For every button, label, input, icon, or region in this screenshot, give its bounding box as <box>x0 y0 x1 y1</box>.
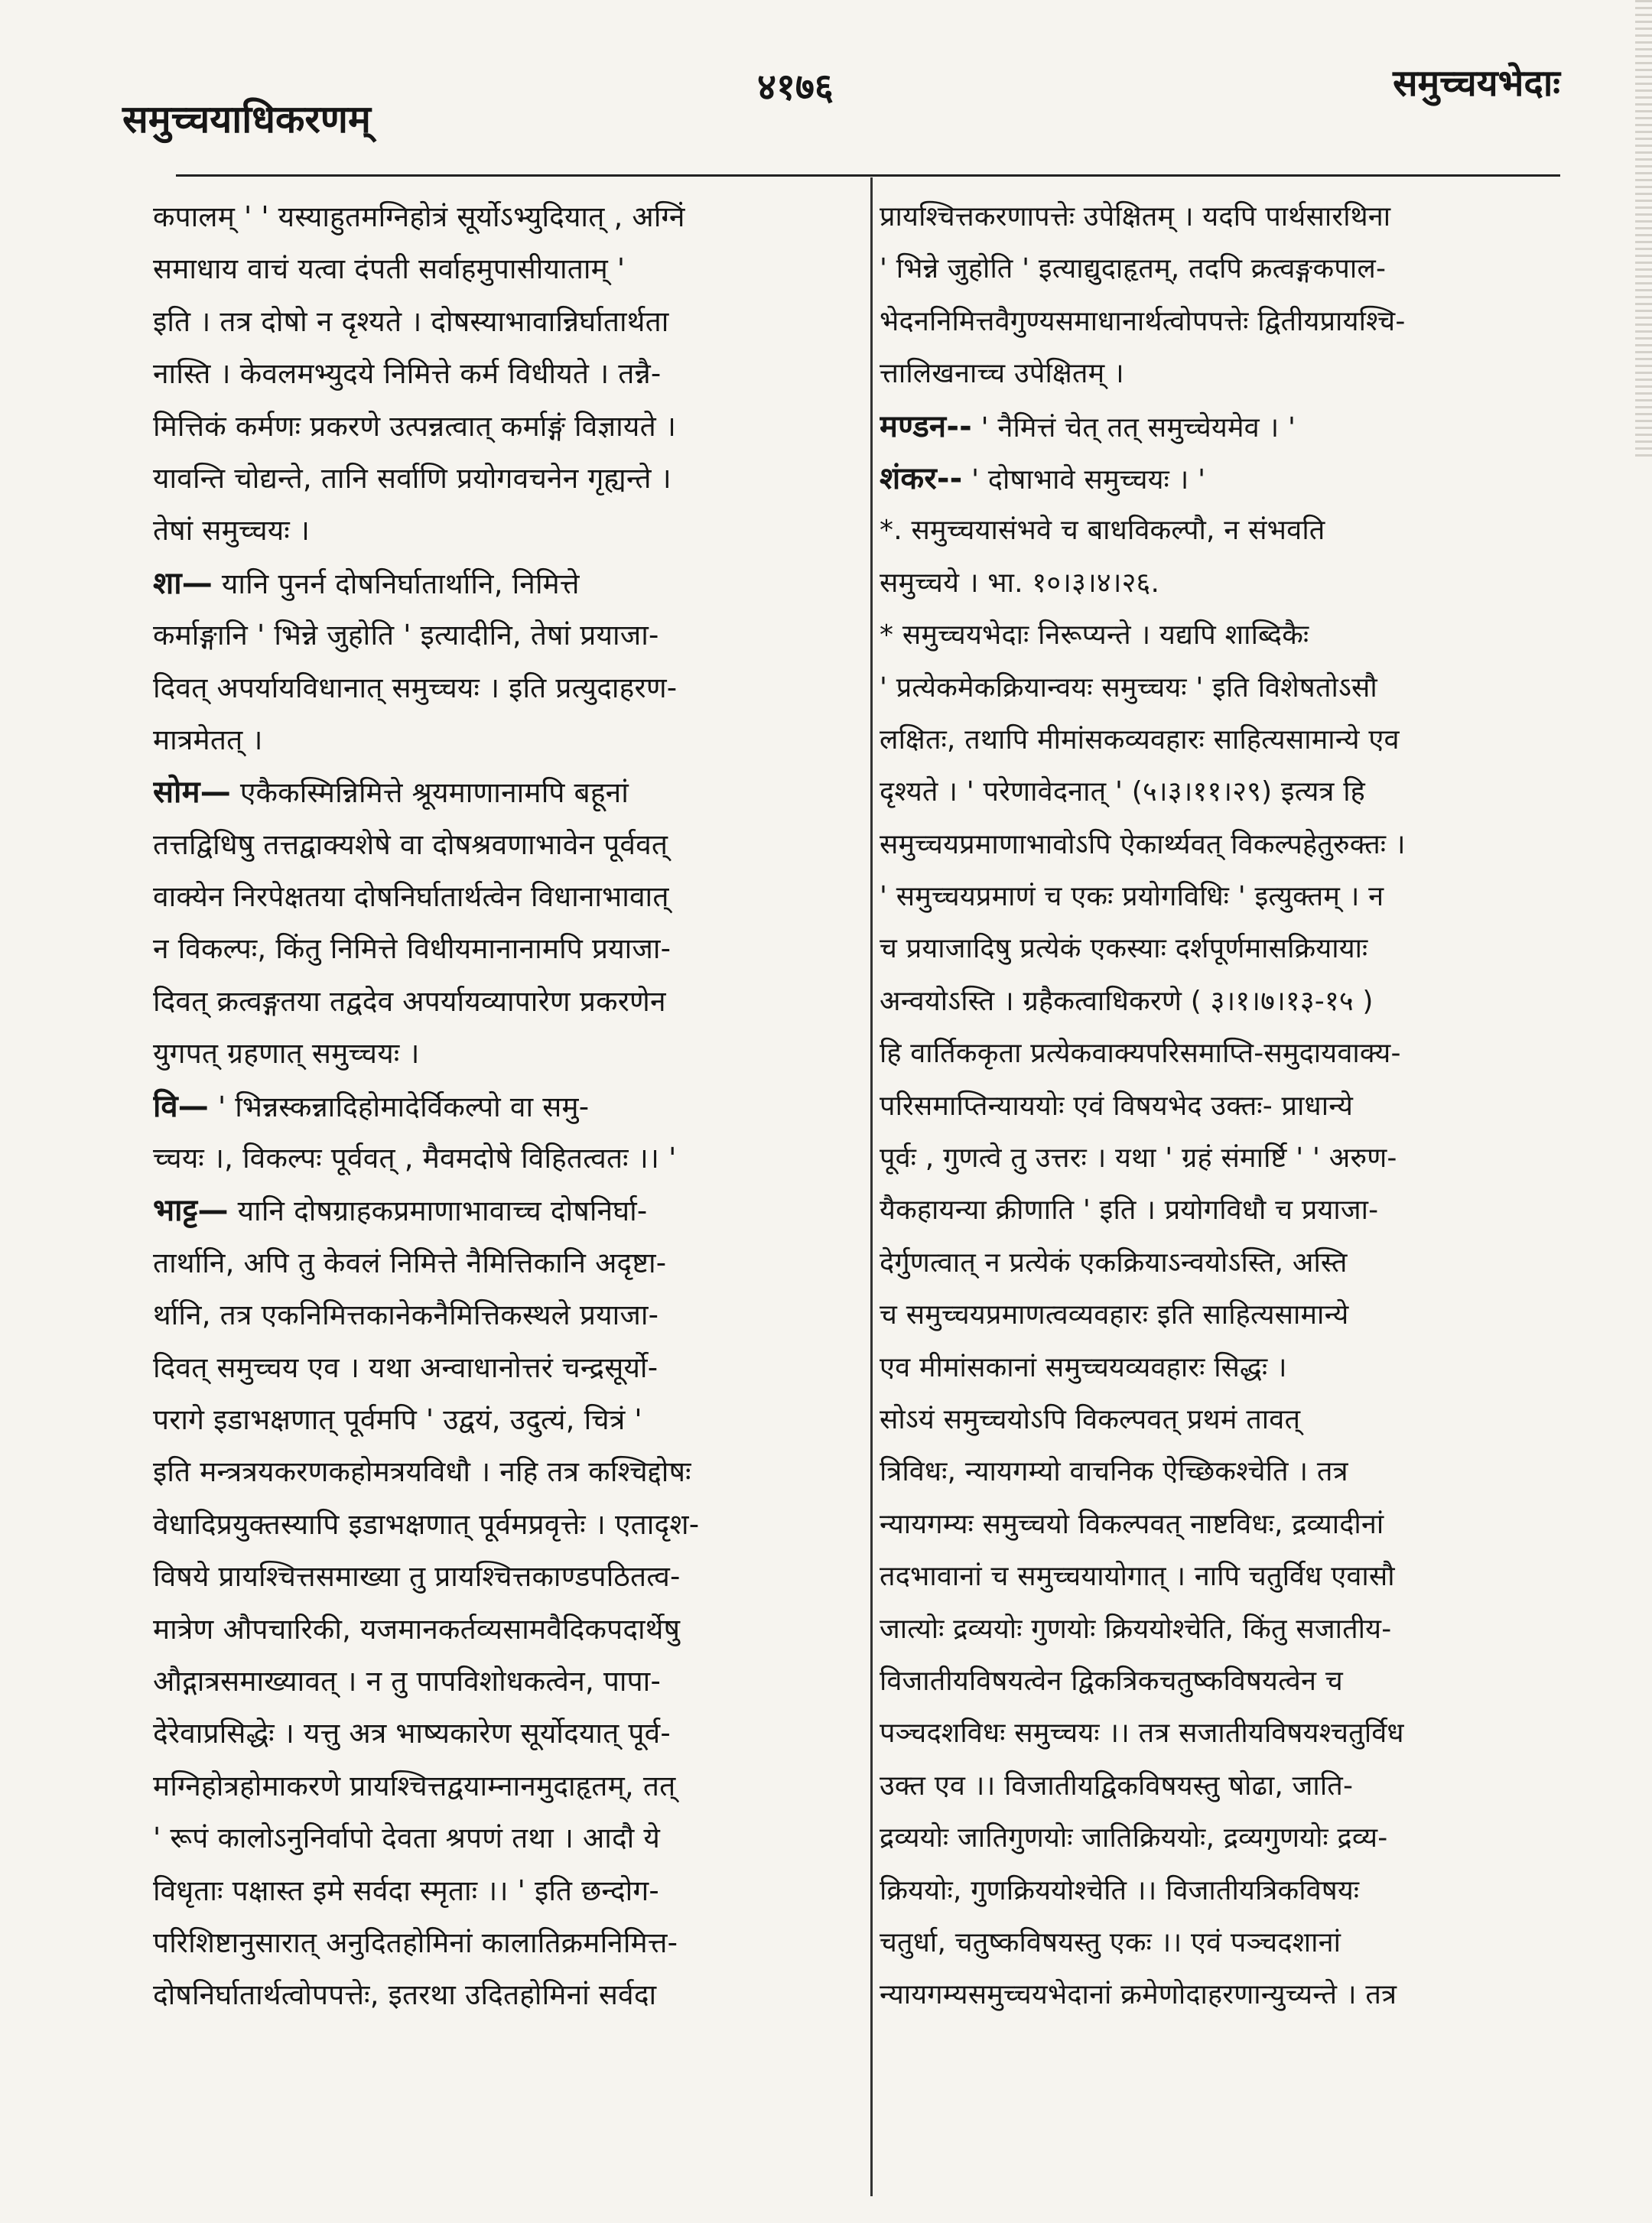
text-line <box>153 348 841 400</box>
text-line <box>153 662 841 714</box>
text-line <box>880 191 1568 243</box>
line-text: समाधाय वाचं यत्वा दंपती सर्वाहमुपासीयाताम् ' <box>153 252 626 286</box>
line-text: तेषां समुच्चयः । <box>153 514 311 548</box>
text-line <box>880 1969 1568 2021</box>
text-line <box>153 243 841 295</box>
line-text: च प्रयाजादिषु प्रत्येकं एकस्याः दर्शपूर्णमासक्रियायाः <box>880 933 1368 965</box>
line-text: मग्निहोत्रहोमाकरणे प्रायश्चित्तद्वयाम्नानमुदाहृतम्, तत् <box>153 1769 676 1802</box>
text-line <box>880 976 1568 1028</box>
column-divider <box>870 177 873 2196</box>
text-line <box>153 1917 841 1969</box>
text-line <box>880 1446 1568 1498</box>
text-line <box>153 1708 841 1760</box>
line-text: भेदननिमित्तवैगुण्यसमाधानार्थत्वोपपत्तेः द्वितीयप्रायश्चि- <box>880 305 1406 337</box>
text-line <box>880 243 1568 295</box>
text-line <box>880 453 1568 505</box>
line-text: इति । तत्र दोषो न दृश्यते । दोषस्याभावान्निर्घातार्थता <box>153 304 669 338</box>
line-text: देरेवाप्रसिद्धेः । यत्तु अत्र भाष्यकारेण सूर्योदयात् पूर्व- <box>153 1717 671 1750</box>
line-text: ' समुच्चयप्रमाणं च एकः प्रयोगविधिः ' इत्युक्तम् । न <box>880 881 1384 913</box>
line-text: मात्रमेतत् । <box>153 723 263 756</box>
text-line <box>153 1499 841 1551</box>
line-text: लक्षितः, तथापि मीमांसकव्यवहारः साहित्यसामान्ये एव <box>880 723 1400 756</box>
line-text: उक्त एव ।। विजातीयद्विकविषयस्तु षोढा, जाति- <box>880 1770 1354 1802</box>
text-line <box>153 1604 841 1656</box>
text-line <box>153 1760 841 1812</box>
text-line <box>880 714 1568 766</box>
line-text: मित्तिकं कर्मणः प्रकरणे उत्पन्नत्वात् कर्माङ्गं विज्ञायते । <box>153 409 677 443</box>
line-text: दिवत् क्रत्वङ्गतया तद्वदेव अपर्यायव्यापारेण प्रकरणेन <box>153 984 666 1018</box>
text-line <box>880 296 1568 348</box>
line-text: विधृताः पक्षास्त इमे सर्वदा स्मृताः ।। ' इति छन्दोग- <box>153 1874 659 1907</box>
text-line <box>153 1028 841 1080</box>
text-line <box>153 871 841 923</box>
line-text: ' प्रत्येकमेकक्रियान्वयः समुच्चयः ' इति विशेषतोऽसौ <box>880 671 1377 704</box>
line-text: ' भिन्नस्कन्नादिहोमादेर्विकल्पो वा समु- <box>209 1090 590 1123</box>
text-line <box>153 296 841 348</box>
line-text: परिसमाप्तिन्याययोः एवं विषयभेद उक्तः- प्राधान्ये <box>880 1090 1354 1122</box>
line-text: युगपत् ग्रहणात् समुच्चयः । <box>153 1037 420 1071</box>
line-text: समुच्चये । भा. १०।३।४।२६. <box>880 567 1160 599</box>
line-text: सोऽयं समुच्चयोऽपि विकल्पवत् प्रथमं तावत् <box>880 1403 1301 1435</box>
line-text: *. समुच्चयासंभवे च बाधविकल्पौ, न संभवति <box>880 515 1325 547</box>
right-column <box>880 191 1568 2022</box>
text-line <box>880 1028 1568 1080</box>
text-line <box>153 1081 841 1133</box>
text-line <box>880 1342 1568 1394</box>
text-line <box>880 505 1568 557</box>
line-text: न्यायगम्यः समुच्चयो विकल्पवत् नाष्टविधः, द्रव्यादीनां <box>880 1508 1384 1540</box>
line-text: न विकल्पः, किंतु निमित्ते विधीयमानानामपि प्रयाजा- <box>153 932 672 966</box>
text-line <box>880 1656 1568 1708</box>
line-text: एव मीमांसकानां समुच्चयव्यवहारः सिद्धः । <box>880 1351 1287 1383</box>
speaker-label: शा— <box>153 565 213 601</box>
text-line <box>153 557 841 609</box>
line-text: यानि पुनर्न दोषनिर्घातार्थानि, निमित्ते <box>212 567 580 600</box>
speaker-label: मण्डन-- <box>880 408 972 444</box>
line-text: विजातीयविषयत्वेन द्विकत्रिकचतुष्कविषयत्वेन च <box>880 1665 1343 1697</box>
line-text: कर्माङ्गानि ' भिन्ने जुहोति ' इत्यादीनि, तेषां प्रयाजा- <box>153 619 659 652</box>
line-text: दृश्यते । ' परेणावेदनात् ' (५।३।११।२९) इत्यत्र हि <box>880 776 1365 808</box>
line-text: यानि दोषग्राहकप्रमाणाभावाच्च दोषनिर्घा- <box>228 1194 648 1228</box>
text-line <box>153 1237 841 1289</box>
line-text: मात्रेण औपचारिकी, यजमानकर्तव्यसामवैदिकपदार्थेषु <box>153 1612 681 1646</box>
text-line <box>153 819 841 871</box>
running-title-right: समुच्चयभेदाः <box>1393 62 1560 105</box>
speaker-label: शंकर-- <box>880 460 963 496</box>
line-text: दिवत् समुच्चय एव । यथा अन्वाधानोत्तरं चन्द्रसूर्यो- <box>153 1350 659 1384</box>
line-text: ' भिन्ने जुहोति ' इत्याद्युदाहृतम्, तदपि क्रत्वङ्गकपाल- <box>880 253 1387 285</box>
speaker-label: सोम— <box>153 775 231 811</box>
line-text: यावन्ति चोद्यन्ते, तानि सर्वाणि प्रयोगवचनेन गृह्यन्ते । <box>153 461 672 495</box>
text-line <box>880 1708 1568 1760</box>
page-header <box>115 46 1568 145</box>
text-line <box>880 1760 1568 1812</box>
line-text: प्रायश्चित्तकरणापत्तेः उपेक्षितम् । यदपि पार्थसारथिना <box>880 201 1391 232</box>
text-line <box>153 1289 841 1341</box>
line-text: ' नैमित्तं चेत् तत् समुच्चेयमेव । ' <box>971 411 1296 444</box>
text-line <box>880 923 1568 975</box>
text-line <box>880 1917 1568 1969</box>
text-line <box>153 976 841 1028</box>
text-line <box>153 1865 841 1917</box>
line-text: हि वार्तिककृता प्रत्येकवाक्यपरिसमाप्ति-समुदायवाक्य- <box>880 1038 1401 1070</box>
text-line <box>880 1865 1568 1917</box>
text-line <box>153 1969 841 2021</box>
text-line <box>880 1499 1568 1551</box>
text-line <box>880 1604 1568 1656</box>
text-line <box>880 1812 1568 1864</box>
line-text: नास्ति । केवलमभ्युदये निमित्ते कर्म विधीयते । तन्नै- <box>153 357 662 391</box>
text-line <box>880 1133 1568 1185</box>
text-line <box>153 453 841 505</box>
text-line <box>880 609 1568 661</box>
text-line <box>880 557 1568 609</box>
line-text: र्थानि, तत्र एकनिमित्तकानेकनैमित्तिकस्थले प्रयाजा- <box>153 1298 659 1332</box>
line-text: वेधादिप्रयुक्तस्यापि इडाभक्षणात् पूर्वमप्रवृत्तेः । एतादृश- <box>153 1507 700 1541</box>
text-line <box>880 1185 1568 1237</box>
text-line <box>880 819 1568 871</box>
text-line <box>880 1551 1568 1603</box>
line-text: परिशिष्टानुसारात् अनुदितहोमिनां कालातिक्रमनिमित्त- <box>153 1926 678 1959</box>
line-text: ' दोषाभावे समुच्चयः । ' <box>962 463 1206 496</box>
text-line <box>153 401 841 453</box>
running-title-left: समुच्चयाधिकरणम् <box>122 97 371 141</box>
line-text: द्रव्ययोः जातिगुणयोः जातिक्रिययोः, द्रव्यगुणयोः द्रव्य- <box>880 1822 1388 1854</box>
line-text: विषये प्रायश्चित्तसमाख्या तु प्रायश्चित्तकाण्डपठितत्व- <box>153 1560 681 1594</box>
text-line <box>153 1394 841 1446</box>
line-text: तत्तद्विधिषु तत्तद्वाक्यशेषे वा दोषश्रवणाभावेन पूर्ववत् <box>153 827 668 861</box>
line-text: परागे इडाभक्षणात् पूर्वमपि ' उद्वयं, उदुत्यं, चित्रं ' <box>153 1402 642 1436</box>
line-text: पञ्चदशविधः समुच्चयः ।। तत्र सजातीयविषयश्चतुर्विध <box>880 1718 1404 1750</box>
text-line <box>153 1185 841 1237</box>
speaker-label: वि— <box>153 1088 209 1124</box>
text-line <box>153 714 841 766</box>
line-text: दोषनिर्घातार्थत्वोपपत्तेः, इतरथा उदितहोमिनां सर्वदा <box>153 1978 657 2012</box>
text-line <box>880 766 1568 818</box>
line-text: अन्वयोऽस्ति । ग्रहैकत्वाधिकरणे ( ३।१।७।१३-१५ ) <box>880 985 1374 1017</box>
text-line <box>153 1812 841 1864</box>
line-text: देर्गुणत्वात् न प्रत्येकं एकक्रियाऽन्वयोऽस्ति, अस्ति <box>880 1246 1348 1279</box>
text-line <box>880 662 1568 714</box>
line-text: पूर्वः , गुणत्वे तु उत्तरः । यथा ' ग्रहं संमार्ष्टि ' ' अरुण- <box>880 1142 1397 1175</box>
line-text: कपालम् ' ' यस्याहुतमग्निहोत्रं सूर्योऽभ्युदियात् , अग्निं <box>153 200 685 233</box>
line-text: जात्योः द्रव्ययोः गुणयोः क्रिययोश्चेति, किंतु सजातीय- <box>880 1613 1392 1645</box>
text-line <box>153 1656 841 1708</box>
line-text: इति मन्त्रत्रयकरणकहोमत्रयविधौ । नहि तत्र कश्चिद्दोषः <box>153 1455 691 1489</box>
line-text: वाक्येन निरपेक्षतया दोषनिर्घातार्थत्वेन विधानाभावात् <box>153 880 669 914</box>
text-line <box>880 1289 1568 1341</box>
text-line <box>153 923 841 975</box>
text-line <box>153 766 841 818</box>
text-line <box>880 1394 1568 1446</box>
text-line <box>880 871 1568 923</box>
line-text: तार्थानि, अपि तु केवलं निमित्ते नैमित्तिकानि अदृष्टा- <box>153 1246 667 1279</box>
text-line <box>880 1081 1568 1133</box>
page-number: ४१७६ <box>757 66 834 109</box>
text-line <box>153 1446 841 1498</box>
text-line <box>153 191 841 243</box>
line-text: ' रूपं कालोऽनुनिर्वापो देवता श्रपणं तथा । आदौ ये <box>153 1822 661 1855</box>
text-line <box>880 1237 1568 1289</box>
line-text: त्तालिखनाच्च उपेक्षितम् । <box>880 358 1124 390</box>
line-text: न्यायगम्यसमुच्चयभेदानां क्रमेणोदाहरणान्युच्यन्ते । तत्र <box>880 1979 1397 2011</box>
line-text: दिवत् अपर्यायविधानात् समुच्चयः । इति प्रत्युदाहरण- <box>153 671 678 704</box>
text-line <box>153 1551 841 1603</box>
line-text: समुच्चयप्रमाणाभावोऽपि ऐकार्थ्यवत् विकल्पहेतुरुक्तः । <box>880 828 1406 860</box>
scan-edge-noise <box>1635 0 1652 459</box>
text-line <box>880 401 1568 453</box>
line-text: त्रिविधः, न्यायगम्यो वाचनिक ऐच्छिकश्चेति । तत्र <box>880 1456 1348 1488</box>
speaker-label: भाट्ट— <box>153 1193 229 1229</box>
line-text: * समुच्चयभेदाः निरूप्यन्ते । यद्यपि शाब्दिकैः <box>880 619 1309 652</box>
text-line <box>153 609 841 661</box>
line-text: एकैकस्मिन्निमित्ते श्रूयमाणानामपि बहूनां <box>230 776 629 810</box>
text-line <box>153 505 841 557</box>
line-text: क्रिययोः, गुणक्रिययोश्चेति ।। विजातीयत्रिकविषयः <box>880 1874 1360 1906</box>
text-line <box>880 348 1568 400</box>
header-rule <box>176 174 1560 177</box>
line-text: च समुच्चयप्रमाणत्वव्यवहारः इति साहित्यसामान्ये <box>880 1299 1349 1331</box>
line-text: चतुर्धा, चतुष्कविषयस्तु एकः ।। एवं पञ्चदशानां <box>880 1926 1341 1958</box>
line-text: यैकहायन्या क्रीणाति ' इति । प्रयोगविधौ च प्रयाजा- <box>880 1194 1379 1227</box>
left-column <box>153 191 841 2022</box>
text-line <box>153 1133 841 1185</box>
text-line <box>153 1342 841 1394</box>
line-text: औद्गात्रसमाख्यावत् । न तु पापविशोधकत्वेन, पापा- <box>153 1664 662 1698</box>
line-text: च्चयः ।, विकल्पः पूर्ववत् , मैवमदोषे विहितत्वतः ।। ' <box>153 1142 677 1175</box>
line-text: तदभावानां च समुच्चयायोगात् । नापि चतुर्विध एवासौ <box>880 1561 1395 1593</box>
